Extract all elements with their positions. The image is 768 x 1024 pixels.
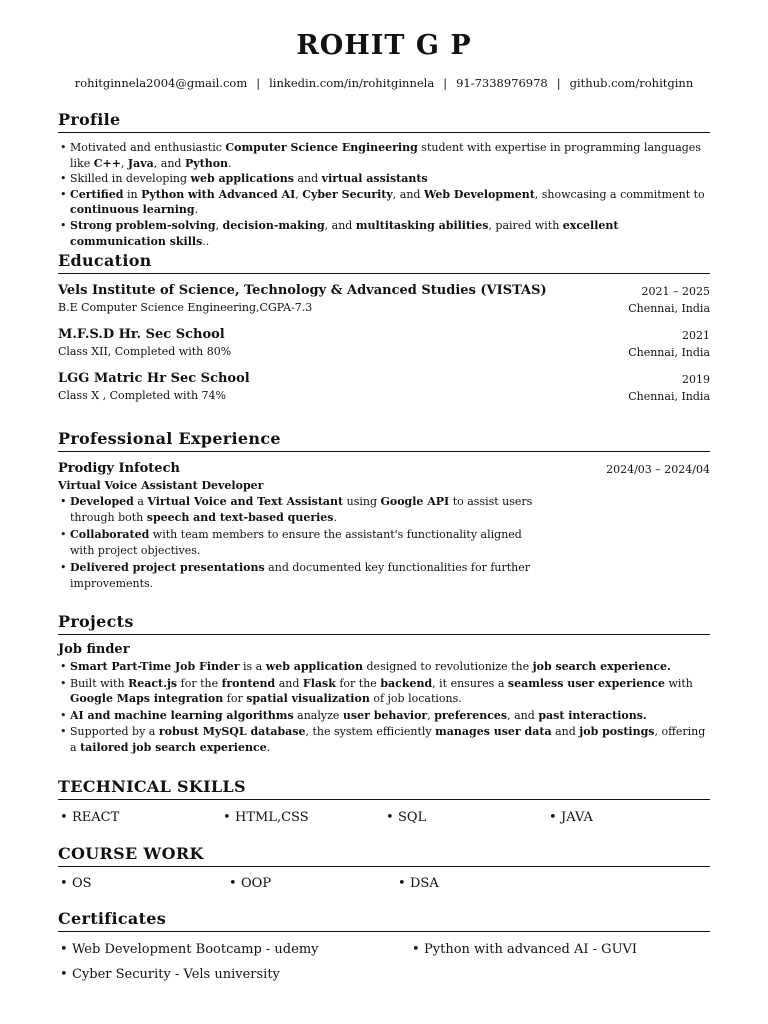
skill-item: • HTML,CSS	[221, 810, 384, 825]
bold-text: Flask	[302, 676, 336, 690]
bold-text: tailored job search experience	[80, 740, 267, 754]
email-link[interactable]: rohitginnela2004@gmail.com	[74, 76, 248, 90]
contact-line	[58, 76, 710, 90]
text-run: analyze	[293, 708, 343, 722]
education-date: 2019	[682, 373, 710, 386]
education-meta	[628, 371, 710, 405]
text-run: , it ensures a	[432, 676, 508, 690]
education-section	[58, 251, 710, 402]
bold-text: job postings	[579, 725, 655, 739]
bold-text: job search experience.	[532, 660, 671, 673]
bold-text: continuous learning	[70, 203, 195, 217]
experience-date: 2024/03 – 2024/04	[606, 463, 710, 476]
skill-item: • JAVA	[547, 810, 710, 825]
bold-text: decision-making	[222, 218, 325, 232]
separator: |	[556, 76, 561, 90]
text-run: designed to revolutionize the	[363, 660, 533, 673]
bullet-item	[58, 140, 710, 171]
text-run: to assist users through both	[70, 495, 533, 524]
experience-section	[58, 429, 710, 594]
bold-text: frontend	[221, 676, 276, 690]
bold-text: Google Maps integration	[70, 692, 224, 706]
skills-section	[58, 777, 710, 825]
bold-text: web applications	[190, 172, 294, 186]
skill-item: • REACT	[58, 810, 221, 825]
bold-text: seamless user experience	[507, 676, 665, 690]
phone-number: 91-7338976978	[456, 76, 548, 90]
text-run: , paired with	[488, 218, 563, 232]
text-run: a	[133, 495, 148, 508]
text-run: of job locations.	[369, 692, 462, 706]
bold-text: manages user data	[435, 725, 552, 739]
text-run: Supported by a	[70, 725, 159, 739]
text-run: with team members to ensure the assistant's functionality aligned with project objectives.	[70, 528, 522, 557]
bold-text: Computer Science Engineering	[225, 141, 418, 154]
education-location: Chennai, India	[628, 390, 710, 403]
github-link[interactable]: github.com/rohitginn	[569, 76, 694, 90]
text-run: .	[194, 203, 199, 217]
education-meta	[628, 327, 710, 361]
bold-text: Java	[127, 156, 154, 170]
bold-text: Google API	[380, 495, 450, 508]
bold-text: excellent communication skills	[70, 218, 619, 248]
education-location: Chennai, India	[628, 302, 710, 315]
certificate-item: • Python with advanced AI - GUVI	[410, 942, 637, 957]
linkedin-link[interactable]: linkedin.com/in/rohitginnela	[269, 76, 435, 90]
text-run: and	[293, 172, 322, 186]
bold-text: Cyber Security	[302, 187, 393, 201]
text-run: .	[228, 156, 232, 170]
certificates-row	[58, 942, 710, 957]
education-entry	[58, 283, 710, 314]
bullet-item	[58, 724, 710, 755]
education-location: Chennai, India	[628, 346, 710, 359]
certificates-section	[58, 909, 710, 982]
bullet-item	[58, 560, 538, 591]
text-run: , offering a	[70, 725, 706, 754]
text-run: , and	[392, 187, 424, 201]
bullet-item	[58, 659, 710, 675]
profile-section	[58, 110, 710, 249]
bold-text: React.js	[128, 676, 178, 690]
text-run: Built with	[70, 676, 129, 690]
bullet-item	[58, 171, 710, 187]
text-run: ,	[295, 187, 303, 201]
text-run: , showcasing a commitment to	[534, 187, 705, 201]
bold-text: multitasking abilities	[355, 218, 489, 232]
text-run: ,	[427, 708, 435, 722]
text-run: and documented key functionalities for further improvements.	[70, 561, 531, 590]
text-run: is a	[239, 660, 266, 673]
text-run: , and	[324, 218, 356, 232]
education-entry	[58, 327, 710, 358]
school-name: LGG Matric Hr Sec School	[58, 371, 250, 386]
text-run: using	[343, 495, 381, 508]
bold-text: past interactions.	[538, 708, 647, 722]
bold-text: Smart Part-Time Job Finder	[70, 660, 240, 673]
text-run: .	[266, 740, 271, 754]
profile-list	[58, 140, 710, 249]
course-item: • DSA	[396, 876, 565, 891]
education-entry	[58, 371, 710, 402]
bold-text: Python with Advanced AI	[141, 187, 296, 201]
bold-text: Developed	[70, 495, 134, 508]
text-run: for the	[177, 676, 222, 690]
project-list	[58, 659, 710, 756]
section-title: Education	[58, 251, 710, 274]
bold-text: Strong problem-solving	[70, 218, 216, 232]
bullet-item	[58, 494, 538, 525]
education-date: 2021	[682, 329, 710, 342]
bold-text: Web Development	[423, 187, 535, 201]
projects-section	[58, 612, 710, 757]
text-run: , the system efficiently	[305, 725, 436, 739]
bullet-item	[58, 187, 710, 218]
text-run: Skilled in developing	[70, 172, 191, 186]
certificate-item: • Web Development Bootcamp - udemy	[58, 942, 410, 957]
bold-text: virtual assistants	[321, 172, 428, 186]
education-detail: B.E Computer Science Engineering,CGPA-7.3	[58, 301, 313, 314]
section-title: Professional Experience	[58, 429, 710, 452]
experience-list	[58, 494, 538, 592]
project-name: Job finder	[58, 642, 130, 657]
skills-list	[58, 810, 710, 825]
bold-text: web application	[265, 660, 364, 673]
bold-text: C++	[93, 156, 121, 170]
course-item: • OS	[58, 876, 227, 891]
text-run: ,	[120, 156, 128, 170]
bold-text: Delivered project presentations	[70, 561, 265, 575]
experience-entry	[58, 461, 710, 592]
bold-text: speech and text-based queries	[146, 510, 334, 524]
coursework-section	[58, 844, 710, 891]
bold-text: spatial visualization	[246, 692, 370, 706]
coursework-list	[58, 876, 710, 891]
text-run: ,	[215, 218, 223, 232]
section-title: COURSE WORK	[58, 844, 710, 867]
education-date: 2021 – 2025	[641, 285, 710, 298]
text-run: for the	[335, 676, 381, 690]
bold-text: Collaborated	[70, 528, 150, 542]
bullet-item	[58, 676, 710, 707]
text-run: and	[551, 725, 580, 739]
bold-text: user behavior	[342, 708, 428, 722]
text-run: , and	[507, 708, 539, 722]
text-run: .	[333, 510, 337, 524]
bold-text: robust MySQL database	[158, 725, 306, 739]
separator: |	[256, 76, 261, 90]
text-run: Motivated and enthusiastic	[70, 141, 226, 154]
bold-text: Python	[184, 156, 229, 170]
skill-item: • SQL	[384, 810, 547, 825]
role-title: Virtual Voice Assistant Developer	[58, 479, 264, 492]
bold-text: Virtual Voice and Text Assistant	[147, 495, 344, 508]
school-name: M.F.S.D Hr. Sec School	[58, 327, 225, 342]
education-meta	[628, 283, 710, 317]
text-run: , and	[153, 156, 185, 170]
bullet-item	[58, 708, 710, 724]
text-run: and	[275, 676, 303, 690]
education-detail: Class X , Completed with 74%	[58, 389, 226, 402]
section-title: Certificates	[58, 909, 710, 932]
course-item: • OOP	[227, 876, 396, 891]
separator: |	[443, 76, 448, 90]
bold-text: Certified	[70, 187, 124, 201]
text-run: with	[664, 676, 693, 690]
company-name: Prodigy Infotech	[58, 461, 180, 476]
bullet-item	[58, 527, 538, 558]
text-run: ..	[202, 234, 210, 248]
bold-text: backend	[380, 676, 433, 690]
section-title: Profile	[58, 110, 710, 133]
bold-text: AI and machine learning algorithms	[70, 708, 294, 722]
section-title: Projects	[58, 612, 710, 635]
education-detail: Class XII, Completed with 80%	[58, 345, 232, 358]
section-title: TECHNICAL SKILLS	[58, 777, 710, 800]
certificate-item: • Cyber Security - Vels university	[58, 967, 710, 982]
school-name: Vels Institute of Science, Technology & Advanced Studies (VISTAS)	[58, 283, 547, 298]
text-run: in	[123, 187, 142, 201]
bullet-item	[58, 218, 710, 249]
bold-text: preferences	[434, 708, 508, 722]
text-run: student with expertise in programming languages like	[70, 141, 701, 170]
text-run: for	[223, 692, 247, 706]
candidate-name: ROHIT G P	[296, 30, 472, 61]
